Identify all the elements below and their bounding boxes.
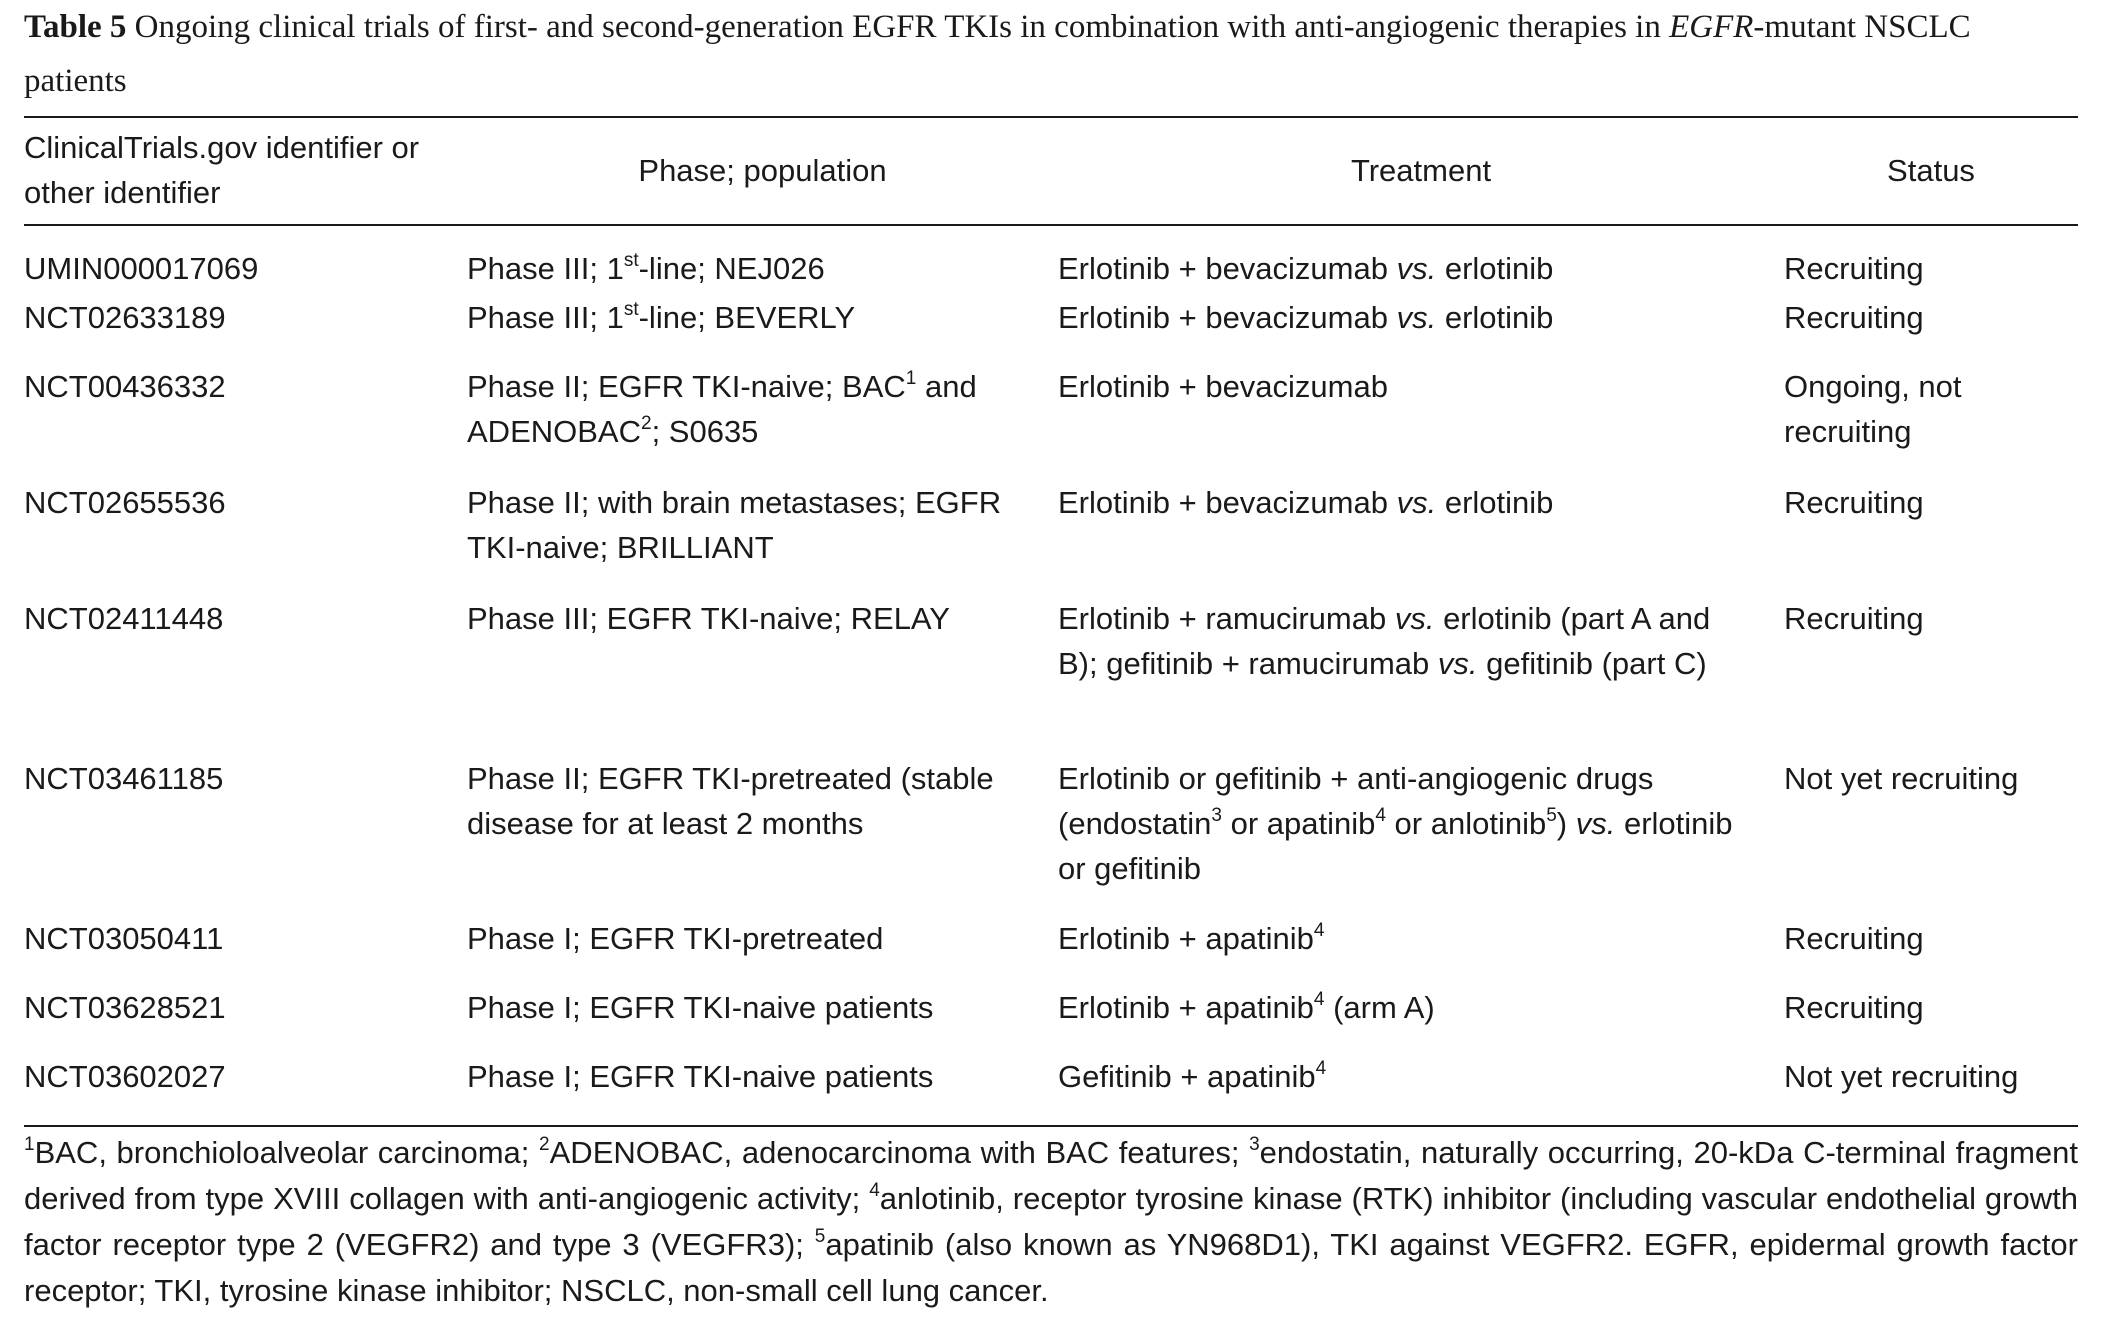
superscript-marker: 4 [1315,1057,1327,1079]
text-run: or anlotinib [1385,806,1547,841]
cell-identifier: NCT02411448 [24,601,224,636]
italic-text: vs. [1437,646,1478,681]
cell-phase-population [467,1054,1058,1125]
cell-phase-population [467,596,1058,756]
text-run: Erlotinib + apatinib [1058,921,1314,956]
superscript-marker: 1 [24,1133,35,1155]
text-run: endostatin, naturally occurring, 20-kDa C-terminal fragment derived from type XVIII collagen with anti-angiogenic activity; [24,1135,2078,1216]
text-run: erlotinib [1436,251,1554,286]
text-run: -line; BEVERLY [638,300,856,335]
table-row [24,295,2078,364]
italic-text: vs. [1396,300,1437,335]
text-run: Erlotinib + apatinib [1058,990,1314,1025]
italic-text: vs. [1575,806,1616,841]
clinical-trials-table-body [24,226,2078,1125]
superscript-marker: 3 [1249,1133,1260,1155]
italic-text: vs. [1396,251,1437,286]
superscript-marker: 4 [1313,919,1325,941]
text-run: Erlotinib + bevacizumab [1058,251,1397,286]
cell-phase-population [467,226,1058,295]
table-row [24,364,2078,480]
text-run: Phase III; EGFR TKI-naive; RELAY [467,601,950,636]
table-caption [24,0,2078,108]
text-run: apatinib (also known as YN968D1), TKI against VEGFR2. EGFR, epidermal growth factor receptor; TKI, tyrosine kinase inhibitor; NSCLC, non-small cell lung cancer. [24,1227,2078,1308]
text-run: Phase III; 1 [467,251,624,286]
cell-phase-population [467,364,1058,480]
text-run: Erlotinib + bevacizumab [1058,485,1397,520]
superscript-marker: 2 [640,412,652,434]
cell-phase-population [467,480,1058,596]
italic-text: vs. [1396,485,1437,520]
cell-phase-population [467,916,1058,985]
cell-status: Recruiting [1784,601,1924,636]
cell-phase-population [467,295,1058,364]
text-run: -line; NEJ026 [638,251,825,286]
text-run: Erlotinib or gefitinib + anti-angiogenic drugs (endostatin [1058,761,1654,841]
header-status: Status [1887,152,1975,188]
cell-status: Recruiting [1784,921,1924,956]
table-row [24,756,2078,916]
text-run: erlotinib or gefitinib [1058,806,1733,886]
text-run: Erlotinib + ramucirumab [1058,601,1395,636]
document-page [24,0,2078,1308]
cell-status: Ongoing, not recruiting [1784,369,1962,449]
text-run: (arm A) [1324,990,1435,1025]
italic-text: vs. [1394,601,1435,636]
superscript-marker: 5 [814,1225,826,1247]
table-footnote [24,1130,2078,1314]
cell-treatment [1058,916,1784,985]
text-run: Gefitinib + apatinib [1058,1059,1316,1094]
cell-status: Recruiting [1784,300,1924,335]
table-row [24,1054,2078,1125]
cell-identifier: NCT03461185 [24,761,224,796]
text-run: BAC, bronchioloalveolar carcinoma; [34,1135,540,1170]
cell-treatment [1058,364,1784,480]
text-run: Phase I; EGFR TKI-pretreated [467,921,884,956]
table-caption-gene: EGFR [1669,9,1754,45]
table-caption-text: Ongoing clinical trials of first- and second-generation EGFR TKIs in combination with anti-angiogenic therapies in [134,9,1661,45]
cell-treatment [1058,480,1784,596]
text-run: anlotinib, receptor tyrosine kinase (RTK) inhibitor (including vascular endothelial growth factor receptor type 2 (VEGFR2) and type 3 (VEGFR3); [24,1181,2078,1262]
superscript-marker: st [623,298,639,320]
text-run: Phase II; EGFR TKI-naive; BAC [467,369,906,404]
text-run: ) [1556,806,1576,841]
text-run: and ADENOBAC [467,369,977,449]
table-caption-label: Table 5 [24,9,127,45]
text-run: Phase I; EGFR TKI-naive patients [467,990,934,1025]
cell-identifier: NCT02633189 [24,300,226,335]
superscript-marker: 2 [539,1133,550,1155]
cell-treatment [1058,295,1784,364]
table-row [24,985,2078,1054]
cell-status: Not yet recruiting [1784,761,2019,796]
superscript-marker: 4 [1375,804,1386,826]
cell-status: Not yet recruiting [1784,1059,2019,1094]
clinical-trials-table [24,118,2078,222]
superscript-marker: 3 [1211,804,1222,826]
table-row [24,226,2078,295]
cell-treatment [1058,596,1784,756]
text-run: erlotinib (part A and B); gefitinib + ramucirumab [1058,601,1711,681]
superscript-marker: 4 [869,1179,880,1201]
cell-identifier: NCT02655536 [24,485,226,520]
cell-status: Recruiting [1784,251,1924,286]
superscript-marker: 1 [905,367,917,389]
cell-status: Recruiting [1784,485,1924,520]
superscript-marker: 5 [1546,804,1557,826]
cell-treatment [1058,1054,1784,1125]
text-run: Phase I; EGFR TKI-naive patients [467,1059,934,1094]
header-phase: Phase; population [638,152,887,188]
cell-treatment [1058,756,1784,916]
text-run: erlotinib [1436,485,1554,520]
text-run: ADENOBAC, adenocarcinoma with BAC features; [549,1135,1250,1170]
cell-treatment [1058,226,1784,295]
table-header-row [24,118,2078,222]
cell-identifier: NCT00436332 [24,369,226,404]
cell-identifier: NCT03050411 [24,921,224,956]
text-run: or apatinib [1221,806,1376,841]
table-caption-text-end: -mutant NSCLC patients [24,9,1971,99]
table-bottom-rule [24,1125,2078,1127]
header-treatment: Treatment [1350,152,1492,188]
text-run: Phase II; with brain metastases; EGFR TKI-naive; BRILLIANT [467,485,1002,565]
table-row [24,916,2078,985]
text-run: gefitinib (part C) [1477,646,1707,681]
text-run: Erlotinib + bevacizumab [1058,300,1397,335]
cell-status: Recruiting [1784,990,1924,1025]
cell-identifier: UMIN000017069 [24,251,259,286]
cell-treatment [1058,985,1784,1054]
text-run: erlotinib [1436,300,1554,335]
cell-phase-population [467,985,1058,1054]
text-run: ; S0635 [651,414,759,449]
header-identifier: ClinicalTrials.gov identifier or other identifier [24,130,420,210]
table-row [24,596,2078,756]
text-run: Erlotinib + bevacizumab [1058,369,1388,404]
superscript-marker: st [623,249,639,271]
text-run: Phase II; EGFR TKI-pretreated (stable disease for at least 2 months [467,761,994,841]
table-row [24,480,2078,596]
text-run: Phase III; 1 [467,300,624,335]
superscript-marker: 4 [1313,988,1325,1010]
cell-identifier: NCT03628521 [24,990,226,1025]
cell-identifier: NCT03602027 [24,1059,226,1094]
cell-phase-population [467,756,1058,916]
